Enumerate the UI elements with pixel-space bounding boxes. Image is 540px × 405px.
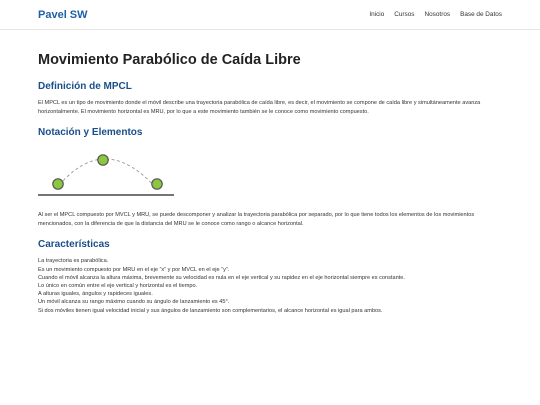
list-item: Un móvil alcanza su rango máximo cuando su ángulo de lanzamiento es 45°. xyxy=(38,299,230,306)
projectile-ball-start xyxy=(53,179,63,189)
main-content xyxy=(0,52,540,315)
nav-link-base-de-datos[interactable]: Base de Datos xyxy=(460,11,502,18)
page-title: Movimiento Parabólico de Caída Libre xyxy=(38,52,301,68)
list-item: La trayectoria es parabólica. xyxy=(38,258,109,265)
list-item: Lo único en común entre el eje vertical y horizontal es el tiempo. xyxy=(38,282,198,289)
section-heading-caracteristicas: Características xyxy=(38,239,110,251)
definicion-paragraph: El MPCL es un tipo de movimiento donde el móvil describe una trayectoria parabólica de caída libre, es decir, el movimiento se compone de caída libre y simultáneamente avanza horizontalmente. El movimiento horizontal es MRU, por lo que a este movimiento también se le conoce como movimiento compuesto. xyxy=(38,100,481,115)
notacion-paragraph: Al ser el MPCL compuesto por MVCL y MRU, se puede descomponer y analizar la trayectoria parabólica por separado, por lo que tiene todos los elementos de los movimientos mencionados, con la diferencia de que la distancia del MRU se le conoce como rango o alcance horizontal. xyxy=(38,212,475,227)
caracteristicas-list xyxy=(38,257,502,314)
nav-menu xyxy=(369,11,502,18)
nav-link-cursos[interactable]: Cursos xyxy=(394,11,415,18)
nav-link-inicio[interactable]: Inicio xyxy=(369,11,385,18)
section-heading-definicion: Definición de MPCL xyxy=(38,81,132,92)
parabolic-trajectory-figure xyxy=(38,146,178,206)
list-item: Es un movimiento compuesto por MRU en el eje “x” y por MVCL en el eje “y”. xyxy=(38,266,230,273)
list-item: A alturas iguales, ángulos y rapideces iguales. xyxy=(38,291,153,298)
list-item: Si dos móviles tienen igual velocidad inicial y sus ángulos de lanzamiento son complementarios, el alcance horizontal es igual para ambos. xyxy=(38,307,383,314)
projectile-ball-end xyxy=(152,179,162,189)
brand-logo-link[interactable]: Pavel SW xyxy=(38,8,88,21)
navbar xyxy=(0,0,540,30)
trajectory-diagram xyxy=(38,146,178,206)
list-item: Cuando el móvil alcanza la altura máxima, brevemente su velocidad es nula en el eje vertical y su rapidez en el eje horizontal siempre es constante. xyxy=(38,274,405,281)
projectile-ball-apex xyxy=(98,155,108,165)
section-heading-notacion: Notación y Elementos xyxy=(38,127,143,139)
nav-link-nosotros[interactable]: Nosotros xyxy=(424,11,451,18)
